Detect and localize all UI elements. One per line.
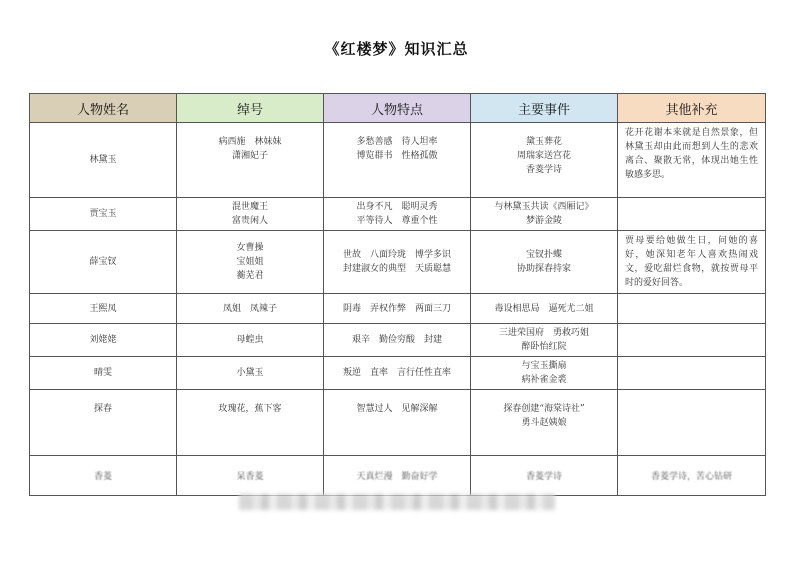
cell-name: 薛宝钗 (30, 231, 177, 294)
cell-nickname: 小黛玉 (177, 357, 324, 390)
cell-notes (618, 324, 766, 357)
cell-name: 林黛玉 (30, 123, 177, 198)
cell-notes (618, 198, 766, 231)
table-row (30, 294, 766, 324)
cell-name: 贾宝玉 (30, 198, 177, 231)
cell-traits: 艰辛 勤俭穷酸 封建 (324, 324, 471, 357)
table-header-row (30, 94, 766, 123)
cell-events: 与宝玉撕扇 病补雀金裘 (471, 357, 618, 390)
cell-name: 香菱 (30, 456, 177, 496)
table-row (30, 198, 766, 231)
cell-notes (618, 390, 766, 456)
cell-events: 与林黛玉共读《西厢记》 梦游金陵 (471, 198, 618, 231)
summary-table-container (29, 93, 765, 482)
header-notes: 其他补充 (618, 94, 766, 123)
cell-name: 晴雯 (30, 357, 177, 390)
cell-notes: 香菱学诗，苦心钻研 (618, 456, 766, 496)
cell-notes (618, 357, 766, 390)
table-row (30, 357, 766, 390)
character-summary-table (29, 93, 766, 496)
cell-notes (618, 294, 766, 324)
cell-nickname: 呆香菱 (177, 456, 324, 496)
cell-nickname: 母蝗虫 (177, 324, 324, 357)
cell-name: 王熙凤 (30, 294, 177, 324)
header-traits: 人物特点 (324, 94, 471, 123)
cell-traits: 阴毒 弄权作弊 两面三刀 (324, 294, 471, 324)
cell-traits: 智慧过人 见解深解 (324, 390, 471, 456)
cell-events: 三进荣国府 勇救巧姐 醉卧怡红院 (471, 324, 618, 357)
cell-traits: 叛逆 直率 言行任性直率 (324, 357, 471, 390)
cell-traits: 多愁善感 待人坦率 博览群书 性格孤傲 (324, 123, 471, 198)
cell-traits: 出身不凡 聪明灵秀 平等待人 尊重个性 (324, 198, 471, 231)
cell-nickname: 病西施 林妹妹 潇湘妃子 (177, 123, 324, 198)
blurred-watermark-bar (239, 494, 555, 510)
cell-name: 刘姥姥 (30, 324, 177, 357)
header-events: 主要事件 (471, 94, 618, 123)
cell-notes: 花开花谢本来就是自然景象，但林黛玉却由此而想到人生的悲欢离合、聚散无常，体现出她生性敏感多思。 (618, 123, 766, 198)
cell-nickname: 女曹操 宝姐姐 蘅芜君 (177, 231, 324, 294)
table-row (30, 231, 766, 294)
cell-nickname: 凤姐 凤辣子 (177, 294, 324, 324)
cell-traits: 世故 八面玲珑 博学多识 封建淑女的典型 天质聪慧 (324, 231, 471, 294)
cell-events: 毒设相思局 逼死尤二姐 (471, 294, 618, 324)
cell-notes: 贾母要给她做生日，问她的喜好，她深知老年人喜欢热闹戏文，爱吃甜烂食物，就按贾母平时的爱好回答。 (618, 231, 766, 294)
table-row (30, 324, 766, 357)
header-nickname: 绰号 (177, 94, 324, 123)
cell-events: 探春创建“海棠诗社” 勇斗赵姨娘 (471, 390, 618, 456)
cell-events: 香菱学诗 (471, 456, 618, 496)
document-title: 《红楼梦》知识汇总 (324, 40, 469, 58)
cell-name: 探春 (30, 390, 177, 456)
table-row (30, 123, 766, 198)
table-row (30, 390, 766, 456)
cell-events: 黛玉葬花 周瑞家送宫花 香菱学诗 (471, 123, 618, 198)
header-name: 人物姓名 (30, 94, 177, 123)
cell-events: 宝钗扑蝶 协助探春持家 (471, 231, 618, 294)
cell-nickname: 玫瑰花，蕉下客 (177, 390, 324, 456)
cell-nickname: 混世魔王 富贵闲人 (177, 198, 324, 231)
table-row (30, 456, 766, 496)
cell-traits: 天真烂漫 勤奋好学 (324, 456, 471, 496)
